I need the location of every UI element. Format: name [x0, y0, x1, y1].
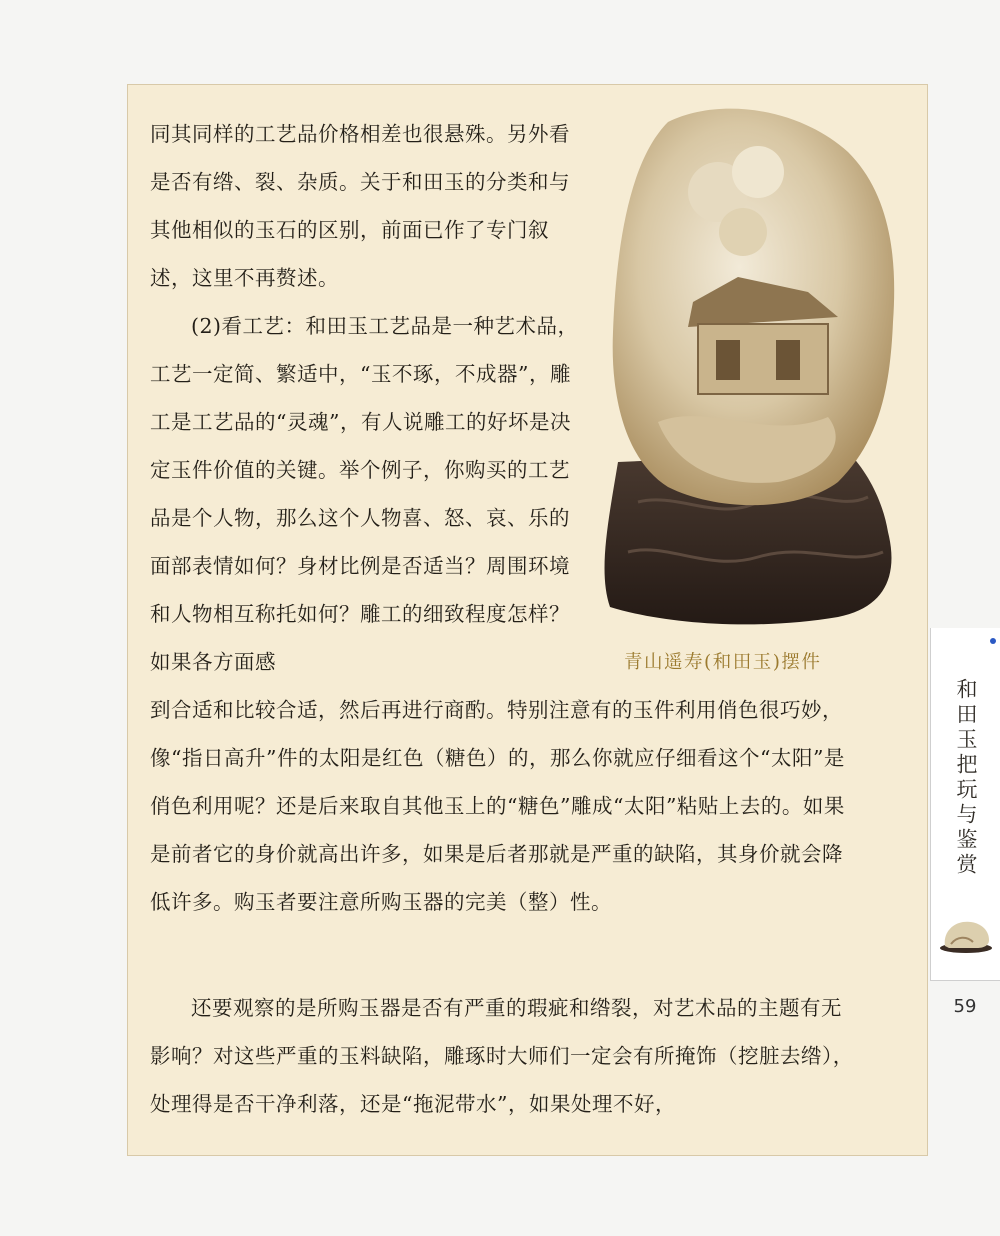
page-number: 59: [953, 996, 977, 1017]
paragraph-3: 到合适和比较合适，然后再进行商酌。特别注意有的玉件利用俏色很巧妙，像“指日高升”件的太阳是红色（糖色）的，那么你就应仔细看这个“太阳”是俏色利用呢？还是后来取自其他玉上的“糖色”雕成“太阳”粘贴上去的。如果是前者它的身价就高出许多，如果是后者那就是严重的缺陷，其身价就会降低许多。购玉者要注意所购玉器的完美（整）性。: [150, 698, 845, 914]
jade-thumbnail-icon: [937, 914, 995, 954]
paragraph-2: (2)看工艺：和田玉工艺品是一种艺术品，工艺一定简、繁适中，“玉不琢，不成器”，雕工是工艺品的“灵魂”，有人说雕工的好坏是决定玉件价值的关键。举个例子，你购买的工艺品是个人物，那么这个人物喜、怒、哀、乐的面部表情如何？身材比例是否适当？周围环境和人物相互称托如何？雕工的细致程度怎样？如果各方面感: [150, 314, 579, 674]
side-tab: [930, 628, 1000, 980]
paragraph-1: 同其同样的工艺品价格相差也很悬殊。另外看是否有绺、裂、杂质。关于和田玉的分类和与其他相似的玉石的区别，前面已作了专门叙述，这里不再赘述。: [150, 122, 570, 290]
book-title: 和田玉把玩与鉴赏: [954, 678, 978, 878]
paragraph-4: 还要观察的是所购玉器是否有严重的瑕疵和绺裂，对艺术品的主题有无影响？对这些严重的玉料缺陷，雕琢时大师们一定会有所掩饰（挖脏去绺），处理得是否干净利落，还是“拖泥带水”，如果处理不好，: [150, 996, 854, 1116]
marker-dot: [990, 638, 996, 644]
jade-carving-photo: [598, 102, 898, 637]
page-number-divider: [930, 980, 1000, 981]
figure-caption: 青山遥寿(和田玉)摆件: [624, 652, 822, 673]
